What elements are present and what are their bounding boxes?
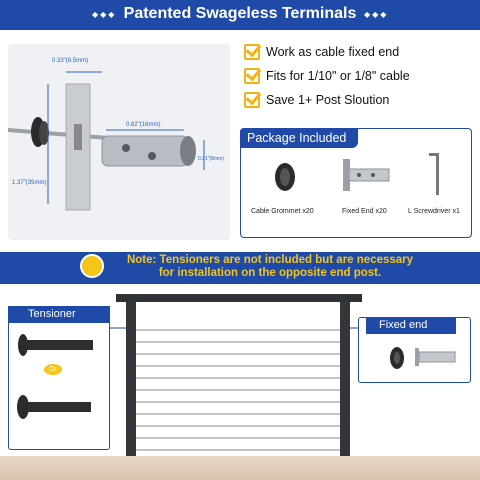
note-line: Note: Tensioners are not included but are necessary	[126, 254, 414, 266]
feature-label: Save 1+ Post Sloution	[266, 93, 390, 107]
warning-badge-icon	[80, 254, 104, 278]
note-line: for installation on the opposite end post.	[158, 267, 382, 279]
check-icon	[244, 44, 260, 60]
fixed-end-heading-tab	[366, 317, 456, 334]
floor	[0, 456, 480, 480]
top-rail	[116, 294, 362, 302]
package-item-label: L Screwdriver x1	[408, 208, 460, 215]
dimension-diameter: 0.31"(8mm)	[198, 156, 224, 162]
or-label: Or	[44, 364, 62, 375]
package-item-label: Fixed End x20	[342, 208, 387, 215]
product-dimension-image	[8, 44, 230, 240]
tensioner-heading-tab	[8, 306, 110, 323]
package-heading-tab	[240, 128, 358, 148]
feature-item	[244, 68, 410, 84]
decorative-diamonds-right: ◆◆◆	[364, 10, 389, 19]
right-post	[340, 302, 350, 462]
dimension-height: 1.37"(35mm)	[12, 180, 47, 186]
note-banner	[0, 252, 480, 284]
feature-item	[244, 92, 389, 108]
header-banner	[0, 0, 480, 30]
terminal-illustration	[8, 44, 230, 240]
package-title: Package Included	[247, 131, 347, 145]
fixed-end-title: Fixed end	[379, 319, 428, 331]
page-title: Patented Swageless Terminals	[123, 5, 357, 22]
decorative-diamonds-left: ◆◆◆	[92, 10, 117, 19]
check-icon	[244, 68, 260, 84]
feature-item	[244, 44, 399, 60]
tensioner-box	[8, 306, 110, 450]
tensioner-title: Tensioner	[28, 308, 76, 320]
dimension-width: 0.33"(8.5mm)	[52, 58, 89, 64]
dimension-length: 0.62"(16mm)	[126, 122, 161, 128]
tensioner-illustration	[9, 307, 111, 451]
note-text	[100, 254, 440, 280]
package-item-label: Cable Grommet x20	[251, 208, 314, 215]
left-post	[126, 302, 136, 462]
feature-label: Work as cable fixed end	[266, 45, 400, 59]
cables	[136, 330, 340, 450]
check-icon	[244, 92, 260, 108]
feature-label: Fits for 1/10" or 1/8" cable	[266, 69, 410, 83]
